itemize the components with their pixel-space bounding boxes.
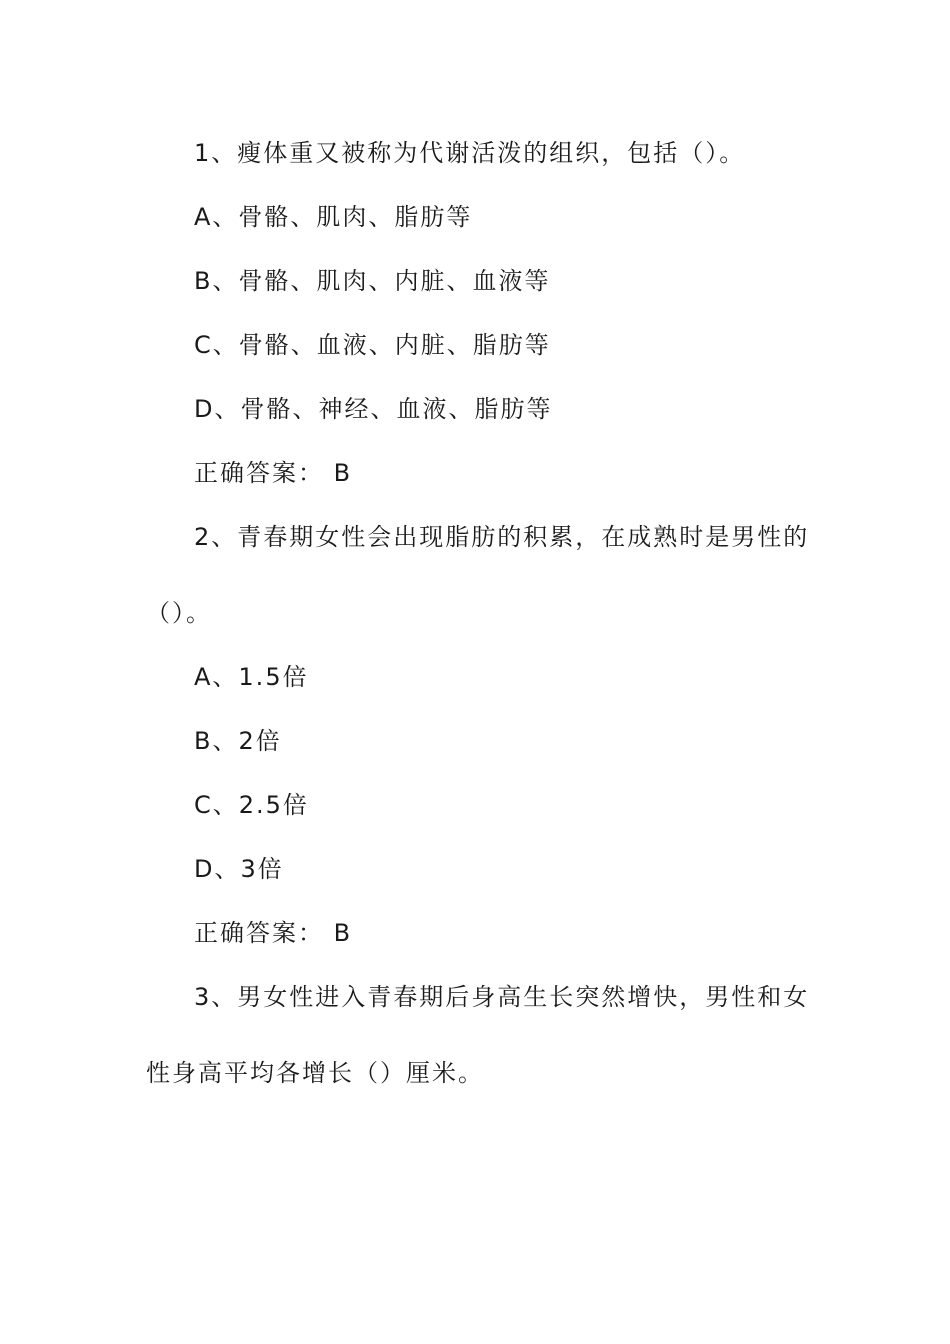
question-1-option-c: C、骨骼、血液、内脏、脂肪等 [194,331,551,359]
question-2-answer: 正确答案： B [194,919,353,947]
question-2-text: 2、青春期女性会出现脂肪的积累，在成熟时是男性的 [194,523,810,551]
question-1-option-b: B、骨骼、肌肉、内脏、血液等 [194,267,551,295]
question-2-option-c: C、2.5倍 [194,791,309,819]
question-3-text: 3、男女性进入青春期后身高生长突然增快，男性和女 [194,983,810,1011]
question-2-text-continued: （）。 [146,599,212,627]
question-1-option-d: D、骨骼、神经、血液、脂肪等 [194,395,553,423]
question-3-text-continued: 性身高平均各增长（）厘米。 [146,1059,484,1087]
question-1-answer: 正确答案： B [194,459,353,487]
question-2-option-d: D、3倍 [194,855,284,883]
question-2-option-b: B、2倍 [194,727,282,755]
question-1-text: 1、瘦体重又被称为代谢活泼的组织，包括（）。 [194,139,746,167]
question-2-option-a: A、1.5倍 [194,663,309,691]
question-1-option-a: A、骨骼、肌肉、脂肪等 [194,203,473,231]
